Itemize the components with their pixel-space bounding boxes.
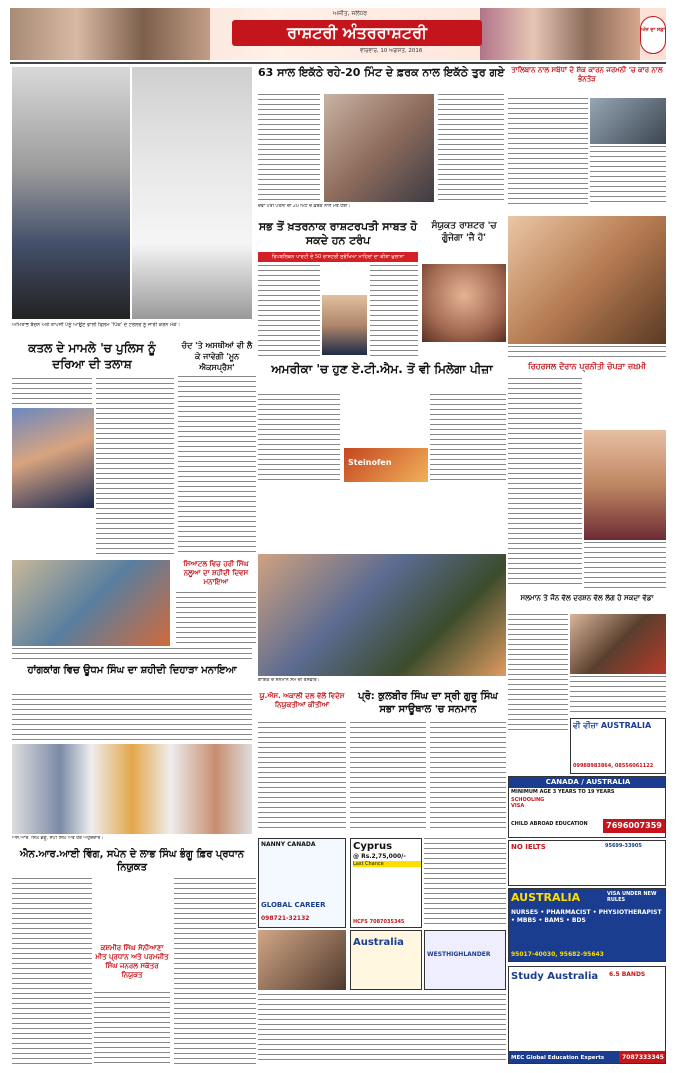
global-career-ad[interactable] (258, 838, 346, 928)
trump-headline: ਸਭ ਤੋਂ ਖ਼ਤਰਨਾਕ ਰਾਸ਼ਟਰਪਤੀ ਸਾਬਤ ਹੋ ਸਕਦੇ ਹਨ ਟਰੰਪ (258, 220, 418, 247)
taliban-headline: ਤਾਲਿਬਾਨ ਨਾਲ ਸਬੰਧਾਂ ਦੇ ਸ਼ੱਕ ਕਾਰਨ ਜਰਮਨੀ 'ਚ ਕਾਰ ਨਾਲ ਭੰਨਤੋੜ (511, 66, 663, 83)
sikh-photo (12, 560, 170, 646)
masthead-date: ਵੀਰਵਾਰ, 10 ਅਗਸਤ, 2016 (360, 48, 423, 54)
priyanka-photo (584, 430, 666, 540)
global-career-phone: 098721-32132 (261, 915, 310, 922)
bottom-mid-text (258, 994, 506, 1064)
masthead-title: ਰਾਸ਼ਟਰੀ ਅੰਤਰਰਾਸ਼ਟਰੀ (232, 20, 482, 46)
canada-ad[interactable] (508, 776, 666, 838)
visa-ad[interactable] (570, 718, 666, 774)
mec-ad[interactable] (508, 966, 666, 1064)
kashmir-headline: ਕਸ਼ਮੀਰ ਸਿੰਘ ਸੋਨੀਆਣਾ ਮੀਤ ਪ੍ਰਧਾਨ ਅਤੇ ਪਰਮਜੀਤ ਸਿੰਘ ਜਨਰਲ ਸਕੱਤਰ ਨਿਯੁਕਤ (95, 944, 169, 979)
aus-small-ad[interactable] (350, 930, 422, 990)
un-headline: ਸੰਯੁਕਤ ਰਾਸ਼ਟਰ 'ਚ ਗੂੰਜੇਗਾ 'ਜੈ ਹੋ' (431, 221, 497, 243)
nri-caption: ਐਸ.ਆਰ. ਸਿੰਘ ਭੰਗੂ, ਸੇਪੀ ਸਿੰਘ ਅਤੇ ਹੋਰ ਅਹੁਦੇਦਾਰ। (12, 836, 104, 841)
pizza-photo (344, 448, 428, 482)
cyprus-title: Cyprus (353, 841, 393, 852)
pizza-brand: Steinofen (348, 458, 392, 467)
couple-body (258, 94, 320, 202)
akali-body (258, 722, 346, 832)
murder-headline: ਕਤਲ ਦੇ ਮਾਮਲੇ 'ਚ ਪੁਲਿਸ ਨੂੰ ਦਰਿਆ ਦੀ ਤਲਾਸ਼ (28, 341, 156, 371)
cyprus-side-text (424, 838, 506, 928)
trump-body-right (370, 265, 418, 357)
aus-visa-label: VISA UNDER NEW RULES (607, 891, 657, 903)
nri-photo (12, 744, 252, 834)
hcfs-phone: HCFS 7087035345 (353, 919, 405, 925)
australia-nurses-ad[interactable] (508, 888, 666, 962)
pink-photo-right (132, 67, 252, 319)
trump-body (258, 265, 320, 357)
masthead-topline: ਅਜੀਤ, ਜਲੰਧਰ (332, 10, 367, 17)
couple-headline: 63 ਸਾਲ ਇਕੱਠੇ ਰਹੇ-20 ਮਿੰਟ ਦੇ ਫ਼ਰਕ ਨਾਲ ਇਕੱਠੇ ਤੁਰ ਗਏ (258, 66, 505, 79)
masthead-photo-strip-left (10, 8, 210, 60)
hongkong-body (12, 694, 252, 742)
murder-body-right (96, 378, 174, 558)
taliban-body (508, 98, 588, 206)
moon-headline: ਚੰਦ 'ਤੇ ਅਸਥੀਆਂ ਵੀ ਲੈ ਕੇ ਜਾਵੇਗੀ 'ਮੂਨ ਐਕਸਪ੍ਰੈਸ' (181, 341, 253, 372)
pizza-body (258, 394, 340, 484)
masthead-photo-strip-right (480, 8, 640, 60)
salman-photo (570, 614, 666, 674)
visa-ad-phone: 09988983864, 08556061122 (573, 763, 654, 769)
rahman-photo (508, 216, 666, 344)
taliban-car-photo (590, 98, 666, 144)
nri-body-c (174, 878, 256, 1064)
priyanka-body-right (584, 542, 666, 590)
kaur-caption: ਗਾਇਕ ਦੇ ਸਨਮਾਨ ਸਮੇਂ ਦੀ ਤਸਵੀਰ। (258, 678, 320, 683)
bottom-mid-photo (258, 930, 346, 990)
masthead-rule (10, 62, 666, 64)
salman-body-right (570, 676, 666, 716)
australia-big: AUSTRALIA (511, 891, 581, 904)
couple-body-right (438, 94, 504, 202)
global-career-label: GLOBAL CAREER (261, 901, 326, 909)
sikh-headline: ਸਿਆਟਲ ਵਿਚ ਹਰੀ ਸਿੰਘ ਨਲੂਆ ਦਾ ਸ਼ਹੀਦੀ ਦਿਵਸ ਮਨਾਇਆ (183, 560, 249, 586)
cyprus-fee: @ Rs.2,75,000/- (353, 853, 406, 860)
nri-body (12, 878, 92, 1064)
westhigh-ad[interactable] (424, 930, 506, 990)
pink-photo-left (12, 67, 130, 319)
aus-list: NURSES • PHARMACIST • PHYSIOTHERAPIST • MBBS • BAMS • BDS (511, 909, 662, 924)
nanny-label: NANNY CANADA (261, 841, 316, 848)
cyprus-ad[interactable] (350, 838, 422, 928)
rahman-caption (508, 346, 666, 358)
no-ielts-phone: 95699-33905 (605, 843, 642, 849)
salman-headline: ਸਲਮਾਨ ਤੇ ਜੌਨ ਵੱਲ ਦਰਸ਼ਨ ਵੱਲ ਲੱਗ ਹੋ ਸਕਦਾ ਵੱਡਾ (520, 594, 654, 602)
un-photo (422, 264, 506, 342)
page-label-badge: ਅੱਜ ਦਾ ਸਫ਼ਾ (640, 16, 666, 54)
schooling-visa: SCHOOLING VISA (511, 797, 545, 809)
study-australia-label: Study Australia (511, 971, 599, 982)
salman-body (508, 614, 568, 734)
masthead (10, 8, 666, 60)
pink-caption: ਅਮਿਤਾਭ ਬੱਚਨ ਅਤੇ ਤਾਪਸੀ ਪੰਨੂੰ ਆਉਣ ਵਾਲੀ ਫਿਲਮ 'ਪਿੰਕ' ਦੇ ਟਰੇਲਰ ਨੂੰ ਜਾਰੀ ਕਰਨ ਮੌਕੇ। (12, 322, 181, 328)
sikh-caption (12, 648, 252, 662)
priyanka-body (508, 378, 582, 588)
kaur-photo (258, 554, 506, 676)
kashmir-body (94, 992, 170, 1064)
aus-phone: 95017-40030, 95682-95643 (511, 951, 604, 958)
pizza-body-right (430, 394, 506, 484)
sikh-body (176, 592, 256, 646)
nri-headline: ਐਨ.ਆਰ.ਆਈ ਵਿੰਗ, ਸਪੇਨ ਦੇ ਲਾਭ ਸਿੰਘ ਭੰਗੂ ਫ਼ਿਰ ਪ੍ਰਧਾਨ ਨਿਯੁਕਤ (20, 849, 244, 873)
moon-body (178, 376, 256, 556)
hongkong-headline: ਹਾਂਗਕਾਂਗ ਵਿਚ ਊਧਮ ਸਿੰਘ ਦਾ ਸ਼ਹੀਦੀ ਦਿਹਾੜਾ ਮਨਾਇਆ (27, 665, 237, 676)
taliban-body-right (590, 146, 666, 206)
trump-subheadline: ਰਿਪਬਲਿਕਨ ਪਾਰਟੀ ਦੇ 50 ਰਾਸ਼ਟਰੀ ਸੁਰੱਖਿਆ ਮਾਹਿਰਾਂ ਦਾ ਕੀਤਾ ਖ਼ੁਲਾਸਾ (258, 252, 418, 262)
bands-label: 6.5 BANDS (609, 971, 646, 978)
pizza-headline: ਅਮਰੀਕਾ 'ਚ ਹੁਣ ਏ.ਟੀ.ਐਮ. ਤੋਂ ਵੀ ਮਿਲੇਗਾ ਪੀਜ਼ਾ (271, 362, 493, 376)
couple-caption: ਦੋਵਾਂ ਪਤੀ ਪਤਨੀ ਦੀ 20 ਮਿੰਟ ਦੇ ਫ਼ਰਕ ਨਾਲ ਮੌਤ ਹੋਈ। (258, 204, 351, 209)
murder-body (12, 378, 92, 408)
cyprus-sub: Last Chance (353, 861, 421, 867)
westhigh-label: WESTHIGHLANDER (427, 951, 491, 958)
mec-footer: MEC Global Education Experts (509, 1051, 619, 1064)
child-abroad: CHILD ABROAD EDUCATION (511, 821, 588, 827)
no-ielts-label: NO IELTS (511, 843, 546, 851)
honour-headline: ਪ੍ਰੋ: ਕੁਲਬੀਰ ਸਿੰਘ ਦਾ ਸ੍ਰੀ ਗੁਰੂ ਸਿੰਘ ਸਭਾ ਸਾਊਥਾਲ 'ਚ ਸਨਮਾਨ (358, 691, 498, 715)
honour-body-a (350, 722, 426, 832)
mec-phone: 7087333345 (619, 1051, 666, 1064)
aus-small-title: Australia (353, 937, 404, 948)
priyanka-headline: ਰਿਹਰਸਲ ਦੌਰਾਨ ਪ੍ਰਨੀਤੀ ਚੋਪੜਾ ਜ਼ਖ਼ਮੀ (528, 362, 646, 371)
visa-ad-title: ਵੀ ਵੀਜ਼ਾ AUSTRALIA (573, 721, 652, 730)
honour-body-b (430, 722, 506, 832)
no-ielts-ad[interactable] (508, 840, 666, 886)
canada-head: CANADA / AUSTRALIA (509, 777, 666, 788)
akali-headline: ਯੂ.ਐਸ. ਅਕਾਲੀ ਦਲ ਵੱਲੋਂ ਵਿਦੇਸ਼ ਨਿਯੁਕਤੀਆਂ ਕੀਤੀਆਂ (259, 692, 345, 709)
couple-photo (324, 94, 434, 202)
trump-photo (322, 295, 367, 355)
child-phone: 7696007359 (603, 819, 665, 833)
canada-sub: MINIMUM AGE 3 YEARS TO 19 YEARS (511, 789, 615, 795)
murder-photo (12, 408, 94, 508)
